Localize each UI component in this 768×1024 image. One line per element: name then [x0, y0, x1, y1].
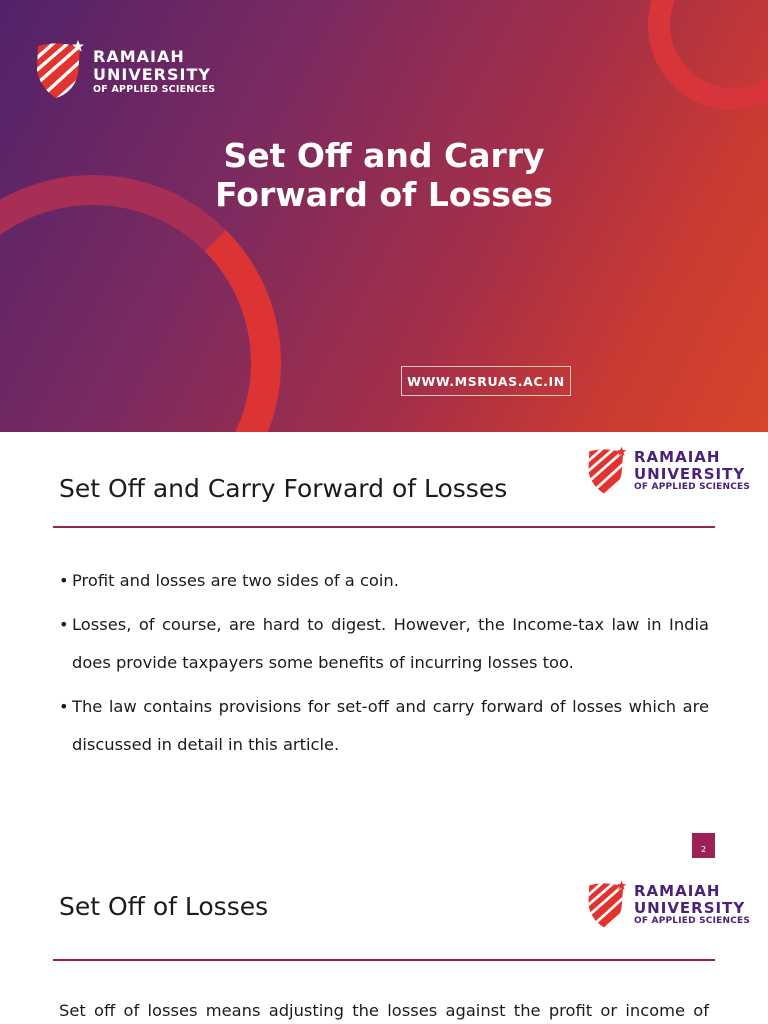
page-number: 2: [692, 833, 715, 858]
body-paragraph: Set off of losses means adjusting the losses against the profit or income of: [59, 1001, 709, 1020]
ramaiah-logo-icon: [586, 878, 628, 930]
title-slide: [0, 0, 768, 432]
brand-line-1: RAMAIAH: [634, 882, 721, 900]
title-line-1: Set Off and Carry: [223, 136, 545, 175]
bullet-list: [59, 562, 709, 770]
brand-line-3: OF APPLIED SCIENCES: [93, 84, 216, 95]
content-slide-3: [0, 858, 768, 1024]
brand-line-2: UNIVERSITY: [634, 899, 746, 917]
university-logo: [34, 38, 234, 102]
university-logo: [586, 444, 761, 496]
brand-line-1: RAMAIAH: [634, 448, 721, 466]
slide-heading: Set Off of Losses: [59, 892, 269, 921]
website-url[interactable]: WWW.MSRUAS.AC.IN: [401, 366, 571, 396]
list-item: • Losses, of course, are hard to digest. However, the Income-tax law in India does provide taxpayers some benefits of incurring losses too.: [59, 606, 709, 682]
slide-heading: Set Off and Carry Forward of Losses: [59, 474, 508, 503]
university-logo: [586, 878, 761, 930]
brand-line-2: UNIVERSITY: [93, 65, 211, 84]
ramaiah-logo-icon: [34, 38, 86, 100]
list-item: • The law contains provisions for set-off and carry forward of losses which are discussed in detail in this article.: [59, 688, 709, 764]
brand-line-2: UNIVERSITY: [634, 465, 746, 483]
ramaiah-logo-icon: [586, 444, 628, 496]
brand-line-3: OF APPLIED SCIENCES: [634, 482, 751, 492]
list-item: • Profit and losses are two sides of a coin.: [59, 562, 709, 600]
title-line-2: Forward of Losses: [215, 175, 553, 214]
brand-line-1: RAMAIAH: [93, 47, 185, 66]
presentation-title: [0, 136, 768, 214]
content-slide-2: [0, 432, 768, 858]
brand-line-3: OF APPLIED SCIENCES: [634, 916, 751, 926]
heading-divider: [53, 959, 715, 961]
heading-divider: [53, 526, 715, 528]
decorative-ring-top-right: [648, 0, 768, 110]
